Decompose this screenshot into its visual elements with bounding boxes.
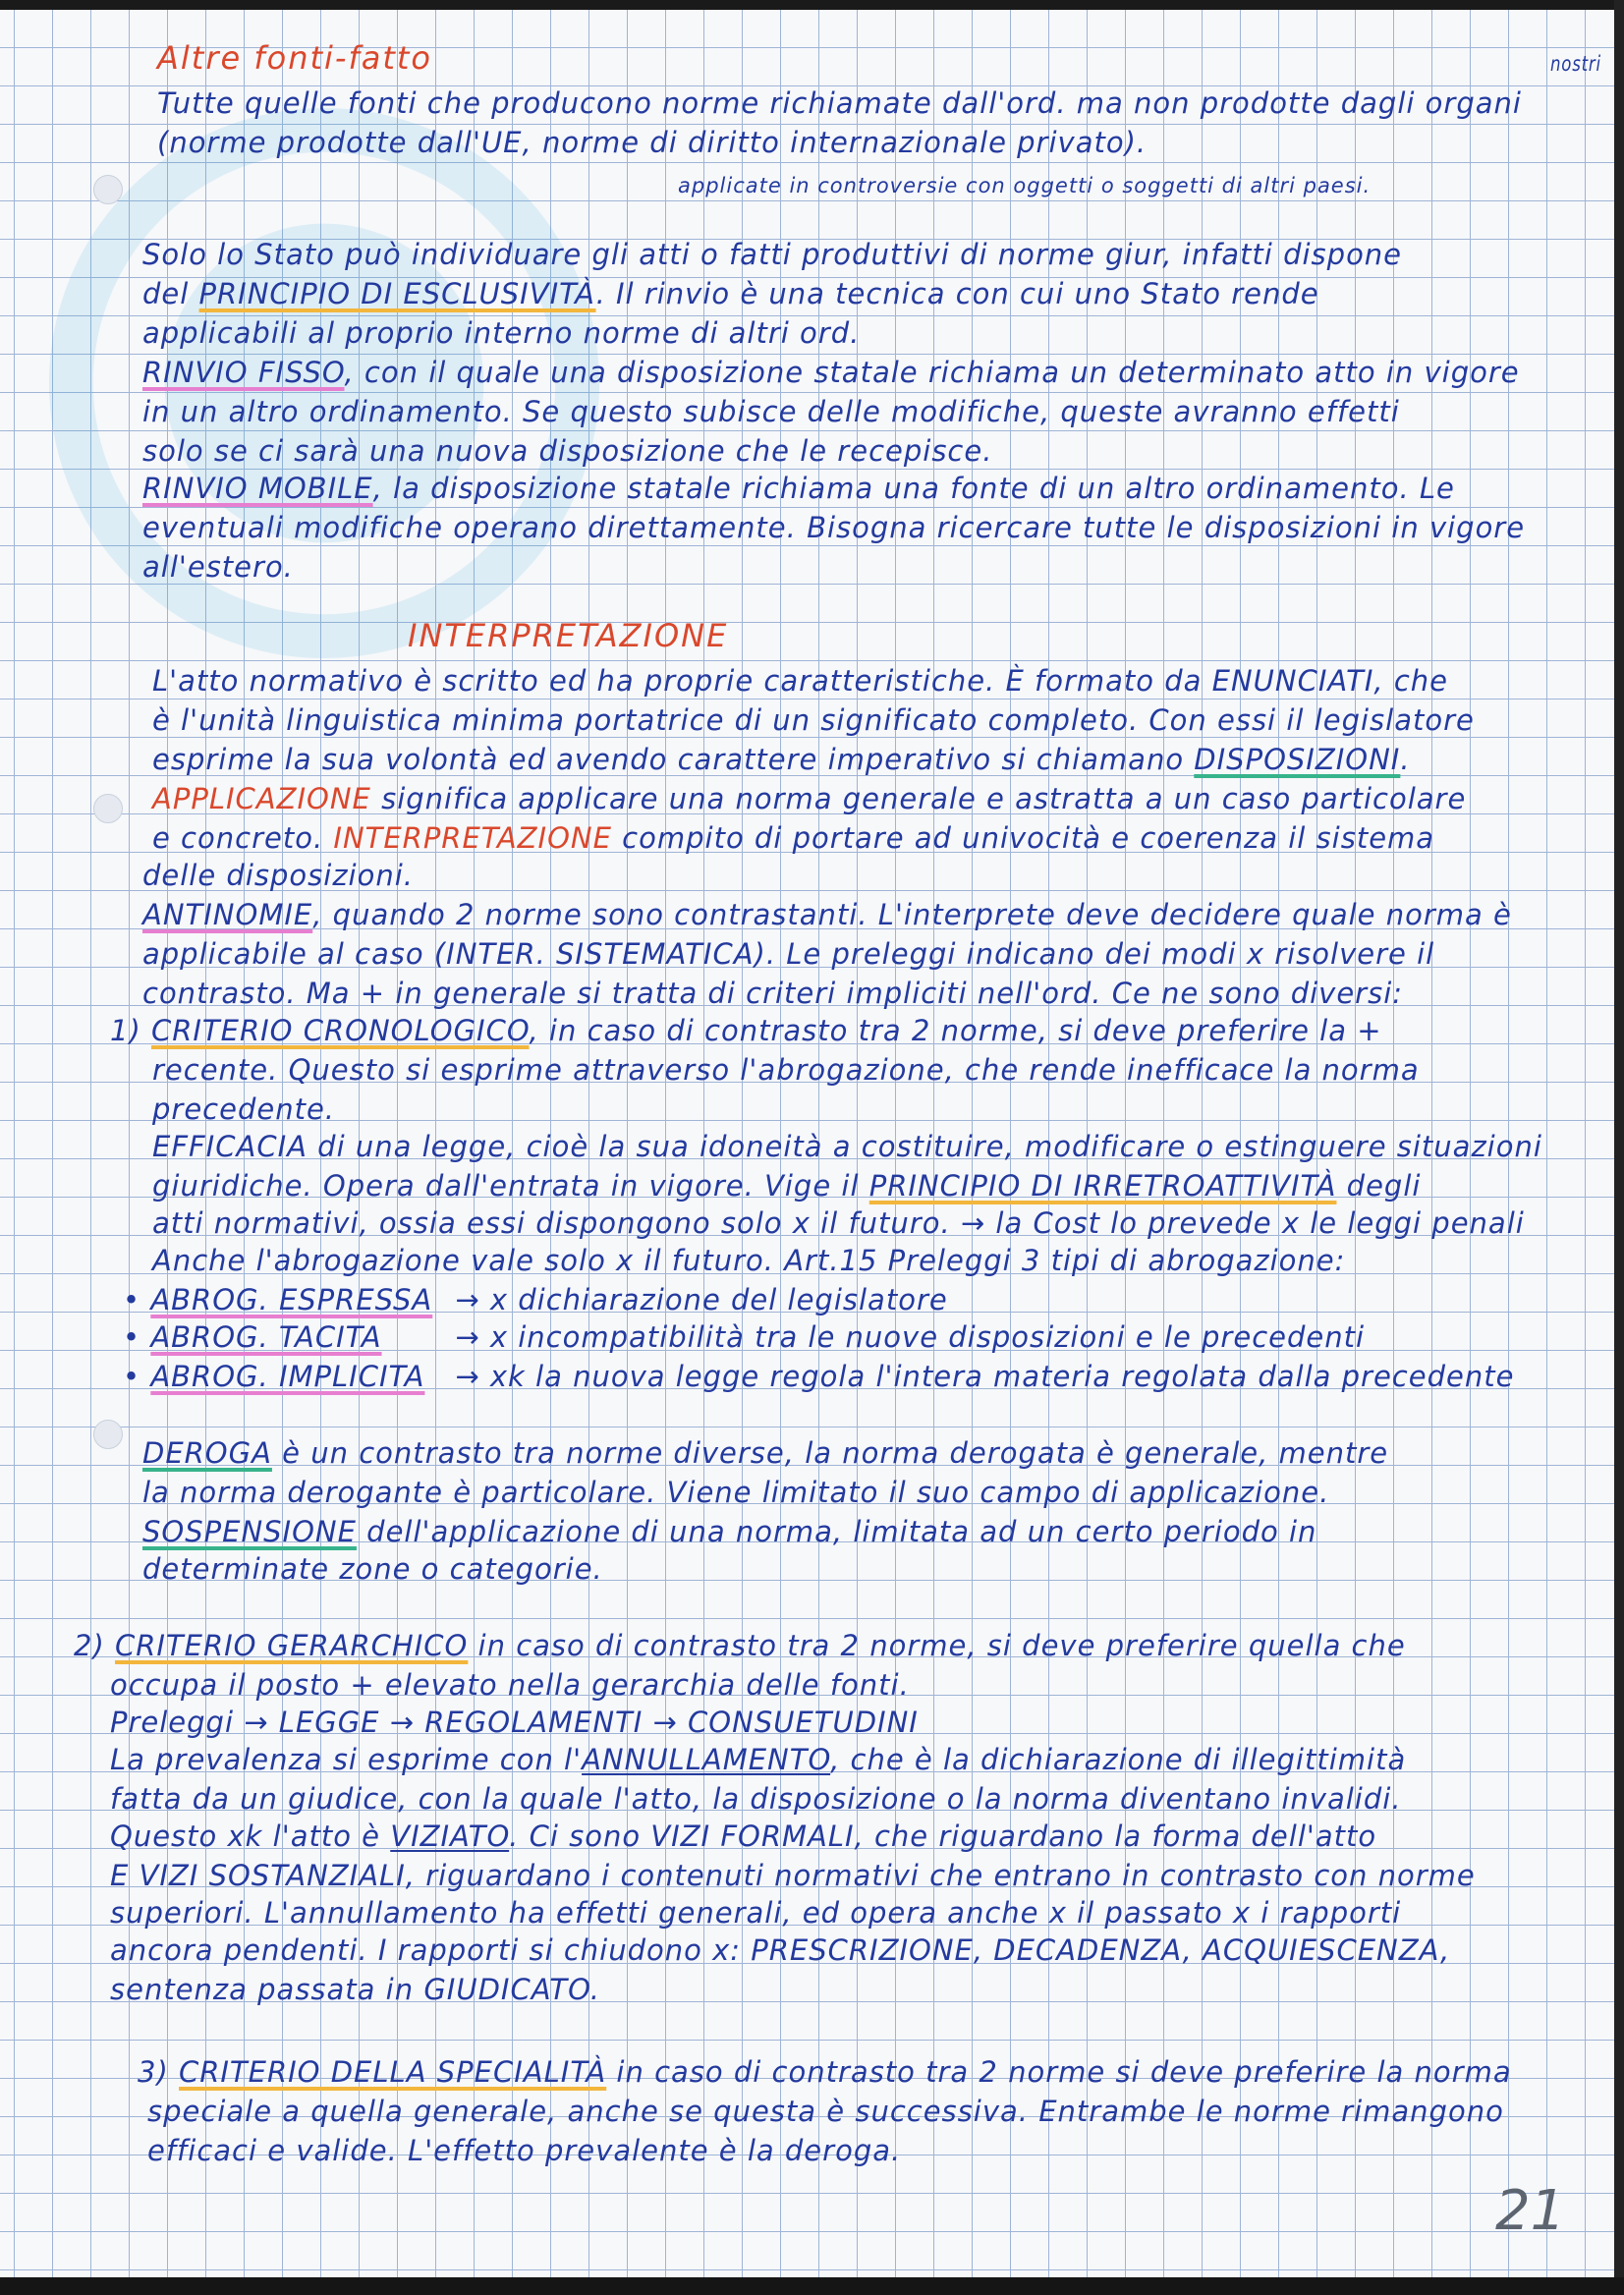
text-line: contrasto. Ma + in generale si tratta di criteri impliciti nell'ord. Ce ne sono diversi: xyxy=(142,977,1404,1010)
text-line: precedente. xyxy=(152,1092,336,1126)
text-line: la norma derogante è particolare. Viene limitato il suo campo di applicazione. xyxy=(142,1476,1330,1509)
scan-edge-right xyxy=(1614,0,1624,2295)
text-line: speciale a quella generale, anche se questa è successiva. Entrambe le norme rimangono xyxy=(147,2095,1504,2128)
text-line: SOSPENSIONE dell'applicazione di una norma, limitata ad un certo periodo in xyxy=(142,1515,1317,1548)
key-term: ABROG. TACITA xyxy=(150,1320,382,1354)
key-term: VIZIATO xyxy=(390,1819,510,1853)
text-line: APPLICAZIONE significa applicare una norma generale e astratta a un caso particolare xyxy=(152,782,1467,815)
text-line: è l'unità linguistica minima portatrice di un significato completo. Con essi il legislatore xyxy=(152,703,1475,737)
list-item: • ABROG. ESPRESSA → x dichiarazione del legislatore xyxy=(123,1281,1596,1319)
scan-edge-bottom xyxy=(0,2277,1624,2295)
key-term: DISPOSIZIONI xyxy=(1194,743,1401,776)
text-line: RINVIO MOBILE, la disposizione statale richiama una fonte di un altro ordinamento. Le xyxy=(142,472,1455,505)
text-line: L'atto normativo è scritto ed ha proprie caratteristiche. È formato da ENUNCIATI, che xyxy=(152,664,1448,698)
text-line: sentenza passata in GIUDICATO. xyxy=(110,1973,601,2006)
text-line: del PRINCIPIO DI ESCLUSIVITÀ. Il rinvio è una tecnica con cui uno Stato rende xyxy=(142,277,1319,310)
text-line: 3) CRITERIO DELLA SPECIALITÀ in caso di contrasto tra 2 norme si deve preferire la norma xyxy=(138,2055,1512,2089)
text-line: efficaci e valide. L'effetto prevalente è la deroga. xyxy=(147,2134,902,2167)
key-term: ABROG. ESPRESSA xyxy=(150,1283,433,1316)
margin-note: nostri xyxy=(1550,52,1601,76)
text-line: Preleggi → LEGGE → REGOLAMENTI → CONSUETUDINI xyxy=(110,1706,919,1739)
text-line: superiori. L'annullamento ha effetti generali, ed opera anche x il passato x i rapporti xyxy=(110,1896,1402,1930)
text-line: Solo lo Stato può individuare gli atti o fatti produttivi di norme giur, infatti dispone xyxy=(142,238,1403,271)
text-line: all'estero. xyxy=(142,550,294,584)
text-line: ancora pendenti. I rapporti si chiudono x: PRESCRIZIONE, DECADENZA, ACQUIESCENZA, xyxy=(110,1933,1451,1967)
list-item: • ABROG. IMPLICITA → xk la nuova legge regola l'intera materia regolata dalla precedente xyxy=(123,1358,1596,1396)
text-line: (norme prodotte dall'UE, norme di diritto internazionale privato). xyxy=(157,126,1148,159)
key-term: PRINCIPIO DI ESCLUSIVITÀ xyxy=(198,277,596,310)
text-line: 1) CRITERIO CRONOLOGICO, in caso di contrasto tra 2 norme, si deve preferire la + xyxy=(110,1014,1382,1047)
text-line: applicabile al caso (INTER. SISTEMATICA). Le preleggi indicano dei modi x risolvere il xyxy=(142,937,1435,971)
text-line: EFFICACIA di una legge, cioè la sua idoneità a costituire, modificare o estinguere situazioni xyxy=(152,1130,1542,1163)
text-line: La prevalenza si esprime con l'ANNULLAMENTO, che è la dichiarazione di illegittimità xyxy=(110,1743,1407,1776)
key-term: ANTINOMIE xyxy=(142,898,313,931)
key-term: DEROGA xyxy=(142,1436,272,1470)
key-term: ANNULLAMENTO xyxy=(582,1743,831,1776)
key-term: SOSPENSIONE xyxy=(142,1515,357,1548)
text-line: RINVIO FISSO, con il quale una disposizione statale richiama un determinato atto in vigore xyxy=(142,356,1520,389)
text-line: atti normativi, ossia essi dispongono solo x il futuro. → la Cost lo prevede x le leggi penali xyxy=(152,1206,1525,1240)
text-line: e concreto. INTERPRETAZIONE compito di portare ad univocità e coerenza il sistema xyxy=(152,821,1435,855)
text-line: Tutte quelle fonti che producono norme richiamate dall'ord. ma non prodotte dagli organi xyxy=(157,86,1522,120)
text-line: ANTINOMIE, quando 2 norme sono contrastanti. L'interprete deve decidere quale norma è xyxy=(142,898,1512,931)
list-item: • ABROG. TACITA → x incompatibilità tra le nuove disposizioni e le precedenti xyxy=(123,1318,1596,1357)
text-line: DEROGA è un contrasto tra norme diverse, la norma derogata è generale, mentre xyxy=(142,1436,1389,1470)
scan-edge-top xyxy=(0,0,1624,10)
text-line: recente. Questo si esprime attraverso l'abrogazione, che rende inefficace la norma xyxy=(152,1053,1420,1087)
text-line: giuridiche. Opera dall'entrata in vigore. Vige il PRINCIPIO DI IRRETROATTIVITÀ degli xyxy=(152,1169,1422,1203)
page-number: 21 xyxy=(1495,2179,1566,2243)
text-line: solo se ci sarà una nuova disposizione che le recepisce. xyxy=(142,434,993,468)
key-term: APPLICAZIONE xyxy=(152,782,371,815)
text-line: Questo xk l'atto è VIZIATO. Ci sono VIZI FORMALI, che riguardano la forma dell'atto xyxy=(110,1819,1377,1853)
key-term: RINVIO MOBILE xyxy=(142,472,373,505)
key-term: CRITERIO DELLA SPECIALITÀ xyxy=(178,2055,607,2089)
text-line: E VIZI SOSTANZIALI, riguardano i contenuti normativi che entrano in contrasto con norme xyxy=(110,1859,1476,1892)
text-line: applicabili al proprio interno norme di altri ord. xyxy=(142,316,861,350)
key-term: PRINCIPIO DI IRRETROATTIVITÀ xyxy=(868,1169,1337,1203)
section-title-interpretazione: INTERPRETAZIONE xyxy=(408,617,729,654)
text-line: occupa il posto + elevato nella gerarchia delle fonti. xyxy=(110,1668,910,1702)
key-term: CRITERIO CRONOLOGICO xyxy=(150,1014,530,1047)
text-line: applicate in controversie con oggetti o soggetti di altri paesi. xyxy=(678,174,1372,197)
binder-hole xyxy=(93,794,123,823)
text-line: determinate zone o categorie. xyxy=(142,1552,603,1586)
binder-hole xyxy=(93,1420,123,1449)
text-line: fatta da un giudice, con la quale l'atto, la disposizione o la norma diventano invalidi. xyxy=(110,1782,1402,1816)
section-title-altre-fonti: Altre fonti-fatto xyxy=(157,39,432,77)
key-term: RINVIO FISSO xyxy=(142,356,345,389)
text-line: delle disposizioni. xyxy=(142,859,414,892)
key-term: ABROG. IMPLICITA xyxy=(150,1360,425,1393)
text-line: esprime la sua volontà ed avendo carattere imperativo si chiamano DISPOSIZIONI. xyxy=(152,743,1411,776)
text-line: 2) CRITERIO GERARCHICO in caso di contrasto tra 2 norme, si deve preferire quella che xyxy=(74,1629,1406,1662)
text-line: in un altro ordinamento. Se questo subisce delle modifiche, queste avranno effetti xyxy=(142,395,1400,428)
text-line: Anche l'abrogazione vale solo x il futuro. Art.15 Preleggi 3 tipi di abrogazione: xyxy=(152,1244,1346,1277)
text-line: eventuali modifiche operano direttamente. Bisogna ricercare tutte le disposizioni in vigore xyxy=(142,511,1526,544)
key-term: CRITERIO GERARCHICO xyxy=(114,1629,469,1662)
key-term: INTERPRETAZIONE xyxy=(333,821,612,855)
binder-hole xyxy=(93,175,123,204)
